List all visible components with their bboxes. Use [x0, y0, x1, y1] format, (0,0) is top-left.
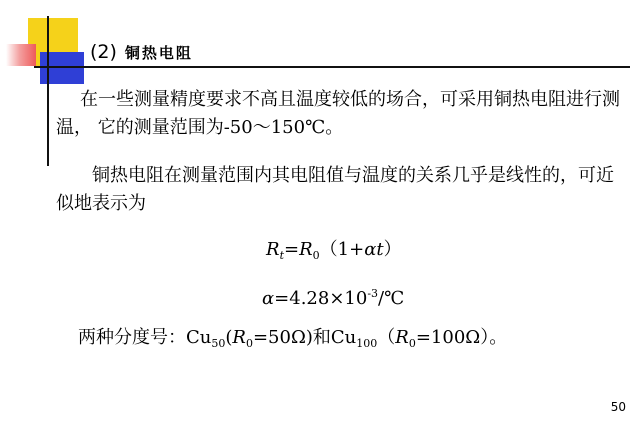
decor-horizontal-line: [34, 66, 630, 68]
section-heading: [90, 41, 193, 63]
formula-rt: R: [266, 239, 280, 260]
paragraph-linearity: 铜热电阻在测量范围内其电阻值与温度的关系几乎是线性的，可近似地表示为: [56, 165, 614, 214]
decor-red-square: [6, 44, 36, 66]
formula-alpha: $\alpha=4.28\times 10^{-3}/℃$: [262, 287, 405, 309]
paragraph-intro: 在一些测量精度要求不高且温度较低的场合，可采用铜热电阻进行测温， 它的测量范围为-50～150℃。: [56, 89, 620, 138]
page-number: 50: [610, 400, 626, 414]
formula-resistance: $R_t=R_0(1+\alpha t)$: [266, 239, 402, 262]
section-title: 铜热电阻: [124, 44, 193, 62]
section-number: (2): [90, 41, 117, 63]
decor-vertical-line: [47, 16, 49, 166]
graduation-types: 两种分度号：$Cu_{50}(R_0=50\Omega)$和$Cu_{100}(R_0=100\Omega)$。: [78, 327, 508, 350]
formula-r0: R: [299, 239, 313, 260]
